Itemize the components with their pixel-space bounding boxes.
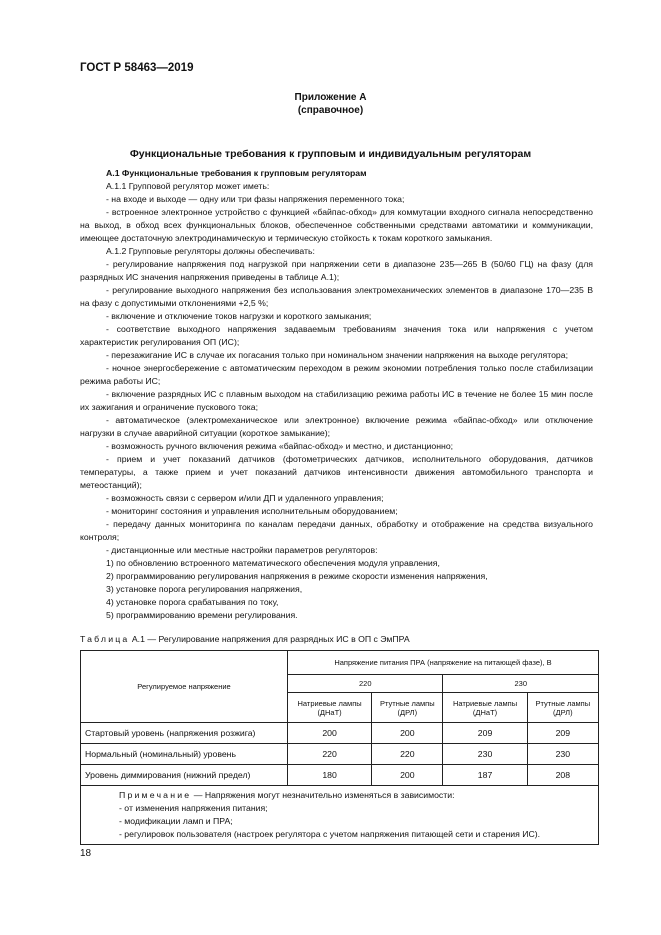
lamp-header: Натриевые лампы (ДНаТ) bbox=[443, 693, 527, 723]
table-row bbox=[81, 744, 599, 765]
voltage-header: 220 bbox=[288, 675, 443, 693]
table-cell: 200 bbox=[372, 765, 443, 786]
table-caption-text: А.1 — Регулирование напряжения для разрядных ИС в ОП с ЭмПРА bbox=[131, 634, 410, 644]
table-cell: 200 bbox=[288, 723, 372, 744]
row-header: Регулируемое напряжение bbox=[81, 651, 288, 723]
appendix-title: Приложение А bbox=[294, 92, 367, 103]
paragraph: - дистанционные или местные настройки параметров регуляторов: bbox=[106, 545, 378, 555]
paragraph: - включение разрядных ИС с плавным выходом на стабилизацию режима работы ИС в течение не более 15 мин после их зажигания и ограничение пускового тока; bbox=[80, 389, 593, 412]
row-label: Стартовый уровень (напряжения розжига) bbox=[81, 723, 288, 744]
paragraph: 1) по обновлению встроенного математического обеспечения модуля управления, bbox=[106, 558, 440, 568]
page-title: Функциональные требования к групповым и индивидуальным регуляторам bbox=[129, 148, 532, 160]
table-cell: 208 bbox=[527, 765, 598, 786]
table-note bbox=[81, 786, 599, 845]
paragraph: - на входе и выходе — одну или три фазы напряжения переменного тока; bbox=[106, 194, 405, 204]
note-item: - от изменения напряжения питания; bbox=[119, 803, 268, 813]
row-label: Уровень диммирования (нижний предел) bbox=[81, 765, 288, 786]
document-header: ГОСТ Р 58463—2019 bbox=[80, 62, 194, 74]
paragraph: - прием и учет показаний датчиков (фотометрических датчиков, исполнительного оборудования, датчиков температуры, а также прием и учет показаний датчиков интенсивности движения автомобильного транспорта и метеостанций); bbox=[80, 454, 593, 490]
paragraph: - встроенное электронное устройство с функцией «байпас-обход» для коммутации входного сигнала непосредственно на выход, в обход всех функциональных блоков, обеспеченное собственными средствами автоматики и коммуникации, имеющее достаточную электродинамическую и термическую стойкость к токам короткого замыкания. bbox=[80, 207, 593, 243]
table-row bbox=[81, 723, 599, 744]
paragraph: - регулирование выходного напряжения без использования электромеханических элементов в диапазоне 170—235 В на фазу с допустимыми отклонениями +2,5 %; bbox=[80, 285, 593, 308]
paragraph: - передачу данных мониторинга по каналам передачи данных, обработку и отображение на средства визуального контроля; bbox=[80, 519, 593, 542]
table-cell: 230 bbox=[527, 744, 598, 765]
note-item: - модификации ламп и ПРА; bbox=[119, 816, 233, 826]
lamp-header: Ртутные лампы (ДРЛ) bbox=[527, 693, 598, 723]
appendix-note: (справочное) bbox=[297, 105, 364, 116]
table-caption bbox=[80, 633, 410, 646]
table-cell: 200 bbox=[372, 723, 443, 744]
paragraph: - мониторинг состояния и управления исполнительным оборудованием; bbox=[106, 506, 398, 516]
note-item: - регулировок пользователя (настроек регулятора с учетом напряжения питающей сети и старения ИС). bbox=[119, 829, 541, 839]
section-heading: А.1 Функциональные требования к групповым регуляторам bbox=[106, 168, 367, 178]
group-header: Напряжение питания ПРА (напряжение на питающей фазе), В bbox=[288, 651, 599, 675]
note-label: Примечание bbox=[119, 790, 192, 800]
table-cell: 220 bbox=[288, 744, 372, 765]
paragraph: 4) установке порога срабатывания по току, bbox=[106, 597, 279, 607]
table-cell: 209 bbox=[443, 723, 527, 744]
appendix-heading bbox=[0, 91, 661, 117]
paragraph: - возможность связи с сервером и/или ДП и удаленного управления; bbox=[106, 493, 384, 503]
lamp-header: Натриевые лампы (ДНаТ) bbox=[288, 693, 372, 723]
table-cell: 209 bbox=[527, 723, 598, 744]
table-cell: 187 bbox=[443, 765, 527, 786]
paragraph: 3) установке порога регулирования напряжения, bbox=[106, 584, 303, 594]
paragraph: А.1.1 Групповой регулятор может иметь: bbox=[106, 181, 270, 191]
table-cell: 220 bbox=[372, 744, 443, 765]
paragraph: - перезажигание ИС в случае их погасания только при номинальном значении напряжения на выходе регулятора; bbox=[106, 350, 569, 360]
table-caption-label: Таблица bbox=[80, 634, 130, 644]
paragraph: - регулирование напряжения под нагрузкой при напряжении сети в диапазоне 235—265 В (50/60 ГЦ) на фазу (для разрядных ИС значения напряжения приведены в таблице А.1); bbox=[80, 259, 593, 282]
voltage-header: 230 bbox=[443, 675, 599, 693]
table-cell: 230 bbox=[443, 744, 527, 765]
row-label: Нормальный (номинальный) уровень bbox=[81, 744, 288, 765]
note-intro: — Напряжения могут незначительно изменяться в зависимости: bbox=[193, 790, 455, 800]
paragraph: - включение и отключение токов нагрузки и короткого замыкания; bbox=[106, 311, 372, 321]
paragraph: 2) программированию регулирования напряжения в режиме скорости изменения напряжения, bbox=[106, 571, 488, 581]
page-number: 18 bbox=[80, 848, 92, 859]
paragraph: - автоматическое (электромеханическое или электронное) включение режима «байпас-обход» или отключение нагрузки в случае аварийной ситуации (короткое замыкание); bbox=[80, 415, 593, 438]
paragraph: А.1.2 Групповые регуляторы должны обеспечивать: bbox=[106, 246, 315, 256]
paragraph: 5) программированию времени регулирования. bbox=[106, 610, 298, 620]
regulation-table bbox=[80, 650, 599, 845]
paragraph: - ночное энергосбережение с автоматическим переходом в режим экономии потребления только после стабилизации режима работы ИС; bbox=[80, 363, 593, 386]
paragraph: - возможность ручного включения режима «байпас-обход» и местно, и дистанционно; bbox=[106, 441, 454, 451]
table-row bbox=[81, 765, 599, 786]
table-cell: 180 bbox=[288, 765, 372, 786]
lamp-header: Ртутные лампы (ДРЛ) bbox=[372, 693, 443, 723]
paragraph: - соответствие выходного напряжения задаваемым требованиям значения тока или напряжения с учетом характеристик регулирования ОП (ИС); bbox=[80, 324, 593, 347]
body-text bbox=[80, 167, 593, 622]
